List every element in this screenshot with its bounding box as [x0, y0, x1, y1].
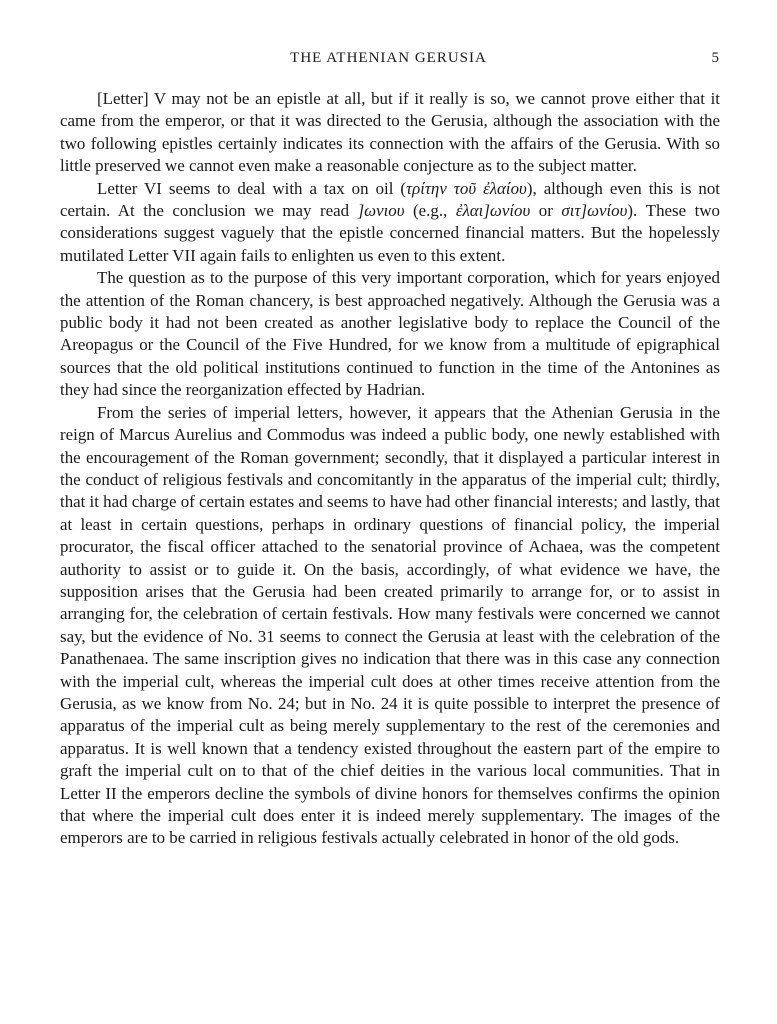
text-run: ). These two considerations suggest vaguely that the epistle concerned financial matters. But the hopelessly mutilated Letter VII again fails to enlighten us even to this extent. [60, 201, 720, 265]
text-run: Letter VI seems to deal with a tax on oil ( [97, 178, 407, 198]
paragraph-imperial-letters: From the series of imperial letters, however, it appears that the Athenian Gerusia in the reign of Marcus Aurelius and Commodus was indeed a public body, one newly established with the encouragement of the Roman government; secondly, that it displayed a particular interest in the conduct of religious festivals and concomitantly in the apparatus of the imperial cult; thirdly, that it had charge of certain estates and seems to have had other financial interests; and lastly, that at least in certain questions, perhaps in ordinary questions of financial policy, the imperial procurator, the fiscal officer attached to the senatorial province of Achaea, was the competent authority to assist or to guide it. On the basis, accordingly, of what evidence we have, the supposition arises that the Gerusia had been created primarily to arrange for, or to assist in arranging for, the celebration of certain festivals. How many festivals were concerned we cannot say, but the evidence of No. 31 seems to connect the Gerusia at least with the celebration of the Panathenaea. The same inscription gives no indication that there was in this case any connection with the imperial cult, whereas the imperial cult does at other times receive attention from the Gerusia, as we know from No. 24; but in No. 24 it is quite possible to interpret the presence of apparatus of the imperial cult as being merely supplementary to the rest of the ceremonies and apparatus. It is well known that a tendency existed throughout the eastern part of the empire to graft the imperial cult on to that of the chief deities in the various local communities. That in Letter II the emperors decline the symbols of divine honors for themselves confirms the opinion that where the imperial cult does enter it is indeed merely supplementary. The images of the emperors are to be carried in religious festivals actually celebrated in honor of the old gods. [60, 402, 720, 848]
paragraph-letter-v: [Letter] V may not be an epistle at all, but if it really is so, we cannot prove either that it came from the emperor, or that it was directed to the Gerusia, although the association with the two following epistles certainly indicates its connection with the affairs of the Gerusia. With so little preserved we cannot even make a reasonable conjecture as to the subject matter. [60, 89, 720, 176]
text-run: or [530, 201, 562, 221]
running-title: THE ATHENIAN GERUSIA [290, 50, 487, 66]
paragraph-purpose: The question as to the purpose of this very important corporation, which for years enjoyed the attention of the Roman chancery, is best approached negatively. Although the Gerusia was a public body it had not been created as another legislative body to replace the Council of the Areopagus or the Council of the Five Hundred, for we know from a multitude of epigraphical sources that the old political institutions continued to function in the time of the Antonines as they had since the reorganization effected by Hadrian. [60, 268, 720, 400]
greek-phrase: τρίτην τοῦ ἐλαίου [406, 178, 527, 198]
text-run: ), although even this is not certain. At the conclusion we may read [60, 178, 720, 221]
page-number: 5 [711, 50, 720, 66]
body-text [60, 88, 720, 850]
text-run: (e.g., [404, 201, 456, 221]
greek-phrase: ἐλαι]ωνίου [455, 201, 531, 221]
greek-phrase: σιτ]ωνίου [561, 201, 628, 221]
paragraph-letter-vi [60, 178, 720, 268]
greek-phrase: ]ωνιου [357, 201, 405, 221]
